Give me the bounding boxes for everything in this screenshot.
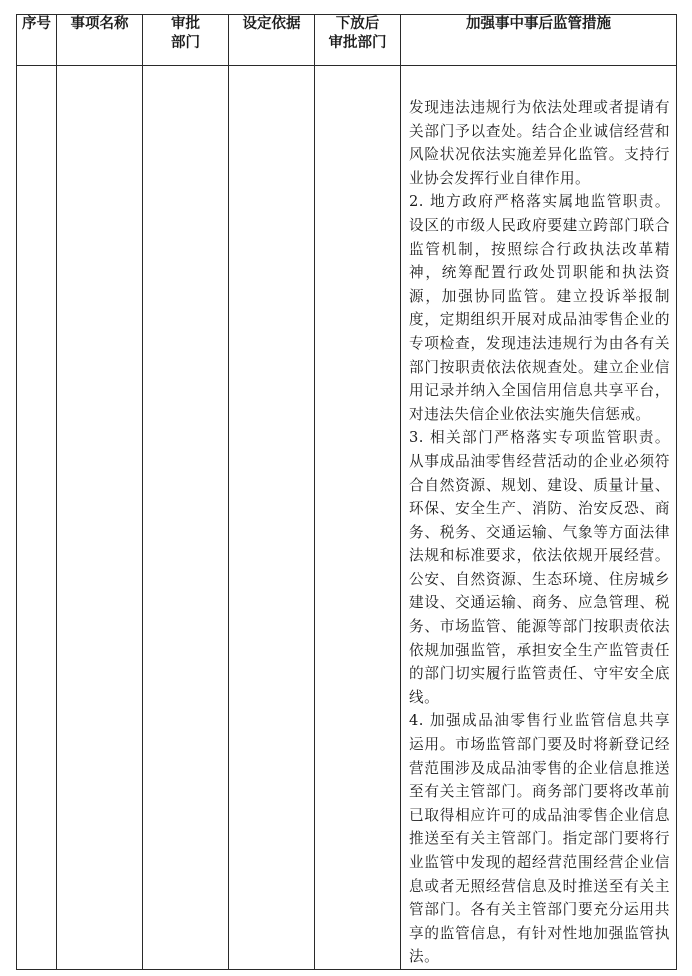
cell-approval-dept [143, 66, 229, 970]
measures-text [401, 66, 676, 969]
table-row [17, 66, 677, 970]
header-measures: 加强事中事后监管措施 [401, 15, 677, 66]
cell-basis [229, 66, 315, 970]
cell-delegated-dept [315, 66, 401, 970]
header-approval-dept-line2: 部门 [171, 35, 200, 51]
header-approval-dept [143, 15, 229, 66]
measures-paragraph: 4. 加强成品油零售行业监管信息共享运用。市场监管部门要及时将新登记经营范围涉及成品油零售的企业信息推送至有关主管部门。商务部门要将改革前已取得相应许可的成品油零售企业信息推送至有关主管部门。指定部门要将行业监管中发现的超经营范围经营企业信息或者无照经营信息及时推送至有关主管部门。各有关主管部门要充分运用共享的监管信息，有针对性地加强监管执法。 [409, 712, 670, 966]
header-item-name: 事项名称 [57, 15, 143, 66]
cell-measures [401, 66, 677, 970]
cell-item-name [57, 66, 143, 970]
table-header-row [17, 15, 677, 66]
measures-paragraph: 发现违法违规行为依法处理或者提请有关部门予以查处。结合企业诚信经营和风险状况依法实施差异化监管。支持行业协会发挥行业自律作用。 [409, 99, 670, 187]
header-basis: 设定依据 [229, 15, 315, 66]
measures-paragraph: 3. 相关部门严格落实专项监管职责。从事成品油零售经营活动的企业必须符合自然资源、规划、建设、质量计量、环保、安全生产、消防、治安反恐、商务、税务、交通运输、气象等方面法律法规和标准要求，依法依规开展经营。公安、自然资源、生态环境、住房城乡建设、交通运输、商务、应急管理、税务、市场监管、能源等部门按职责依法依规加强监管，承担安全生产监管责任的部门切实履行监管责任、守牢安全底线。 [409, 429, 670, 706]
header-seq: 序号 [17, 15, 57, 66]
header-delegated-dept-line1: 下放后 [335, 16, 380, 32]
cell-seq [17, 66, 57, 970]
header-delegated-dept [315, 15, 401, 66]
header-approval-dept-line1: 审批 [171, 16, 200, 32]
header-delegated-dept-line2: 审批部门 [328, 35, 387, 51]
measures-paragraph: 2. 地方政府严格落实属地监管职责。设区的市级人民政府要建立跨部门联合监管机制，按照综合行政执法改革精神，统筹配置行政处罚职能和执法资源，加强协同监管。建立投诉举报制度，定期组织开展对成品油零售企业的专项检查，发现违法违规行为由各有关部门按职责依法依规查处。建立企业信用记录并纳入全国信用信息共享平台，对违法失信企业依法实施失信惩戒。 [409, 193, 670, 423]
approval-items-table [16, 14, 677, 970]
